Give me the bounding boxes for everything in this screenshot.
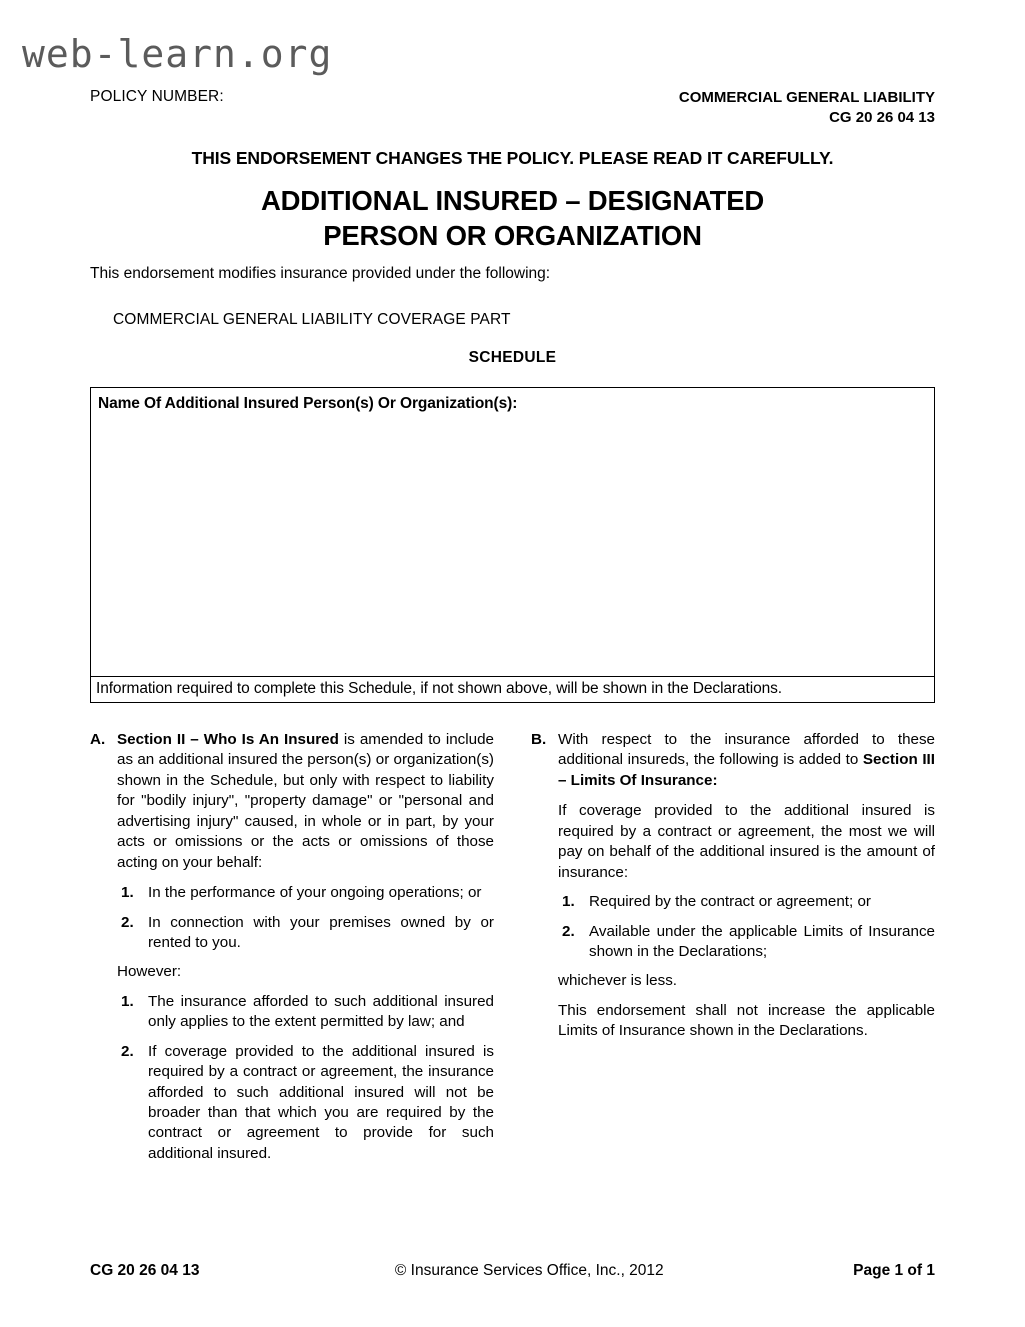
provision-a-marker: A. — [90, 731, 106, 748]
list-item-marker: 1. — [562, 893, 575, 911]
header-form-identification — [679, 88, 935, 129]
list-item — [117, 913, 494, 954]
provision-a-bold-lead: Section II – Who Is An Insured — [117, 731, 339, 748]
footer-copyright: © Insurance Services Office, Inc., 2012 — [394, 1262, 664, 1279]
list-item — [117, 1042, 494, 1165]
provision-b-marker: B. — [531, 731, 547, 748]
page-title-line-2: PERSON OR ORGANIZATION — [323, 219, 702, 251]
provision-b-list — [531, 892, 935, 962]
list-item-text: The insurance afforded to such additional insured only applies to the extent permitted by law; and — [148, 992, 494, 1031]
endorsement-notice: THIS ENDORSEMENT CHANGES THE POLICY. PLEASE READ IT CAREFULLY. — [191, 148, 834, 168]
list-item-marker: 2. — [562, 922, 575, 940]
schedule-column-header: Name Of Additional Insured Person(s) Or Organization(s): — [98, 395, 518, 412]
footer-page-number: Page 1 of 1 — [853, 1262, 935, 1279]
form-number: CG 20 26 04 13 — [829, 109, 935, 127]
page-title — [0, 184, 1025, 253]
schedule-table — [90, 387, 935, 703]
provision-b-closing: This endorsement shall not increase the applicable Limits of Insurance shown in the Declarations. — [558, 1001, 935, 1040]
list-item-text: If coverage provided to the additional insured is required by a contract or agreement, the insurance afforded to such additional insured will not be broader than that which you are required by the contract or agreement to provide for such additional insured. — [148, 1042, 494, 1162]
document-footer — [90, 1262, 935, 1280]
list-item-text: In connection with your premises owned by or rented to you. — [148, 913, 494, 951]
policy-number-label: POLICY NUMBER: — [90, 88, 224, 105]
provision-b-lead: With respect to the insurance afforded to these additional insureds, the following is added to — [558, 731, 935, 769]
provision-a-list-2 — [90, 992, 494, 1165]
modifies-statement: This endorsement modifies insurance provided under the following: — [90, 265, 551, 282]
list-item-marker: 2. — [121, 913, 134, 931]
list-item-text: Required by the contract or agreement; or — [589, 893, 871, 911]
list-item-marker: 2. — [121, 1042, 134, 1060]
provisions-columns — [90, 730, 935, 1164]
provision-a-however: However: — [117, 963, 182, 981]
list-item-text: In the performance of your ongoing operations; or — [148, 884, 482, 902]
provision-a-body: is amended to include as an additional insured the person(s) or organization(s) shown in the Schedule, but only with respect to liability for "bodily injury", "property damage" or "personal and advertising injury" caused, in whole or in part, by your acts or omissions or the acts or omissions of those acting on your behalf: — [117, 731, 494, 871]
line-of-business: COMMERCIAL GENERAL LIABILITY — [678, 89, 935, 106]
list-item — [117, 883, 494, 903]
schedule-entry-area[interactable] — [91, 388, 934, 676]
document-header — [90, 88, 935, 129]
list-item — [117, 992, 494, 1033]
provision-a — [90, 730, 494, 873]
coverage-part-name: COMMERCIAL GENERAL LIABILITY COVERAGE PART — [113, 311, 511, 328]
list-item-text: Available under the applicable Limits of Insurance shown in the Declarations; — [589, 922, 935, 960]
provision-b-whichever: whichever is less. — [558, 972, 678, 990]
list-item-marker: 1. — [121, 992, 134, 1010]
provision-a-list-1 — [90, 883, 494, 953]
list-item-marker: 1. — [121, 884, 134, 902]
schedule-heading: SCHEDULE — [468, 349, 557, 366]
provision-b — [531, 730, 935, 791]
provisions-column-right — [531, 730, 935, 1164]
site-watermark: web-learn.org — [22, 32, 333, 76]
provision-b-intro: If coverage provided to the additional insured is required by a contract or agreement, the most we will pay on behalf of the additional insured is the amount of insurance: — [558, 802, 935, 881]
page-title-line-1: ADDITIONAL INSURED – DESIGNATED — [260, 185, 765, 216]
provisions-column-left — [90, 730, 494, 1164]
list-item — [558, 922, 935, 963]
schedule-note: Information required to complete this Schedule, if not shown above, will be shown in the Declarations. — [91, 676, 934, 702]
list-item — [558, 892, 935, 912]
provision-b-bold-ref: Section III – Limits Of Insurance: — [558, 751, 935, 789]
footer-form-number: CG 20 26 04 13 — [90, 1262, 200, 1279]
